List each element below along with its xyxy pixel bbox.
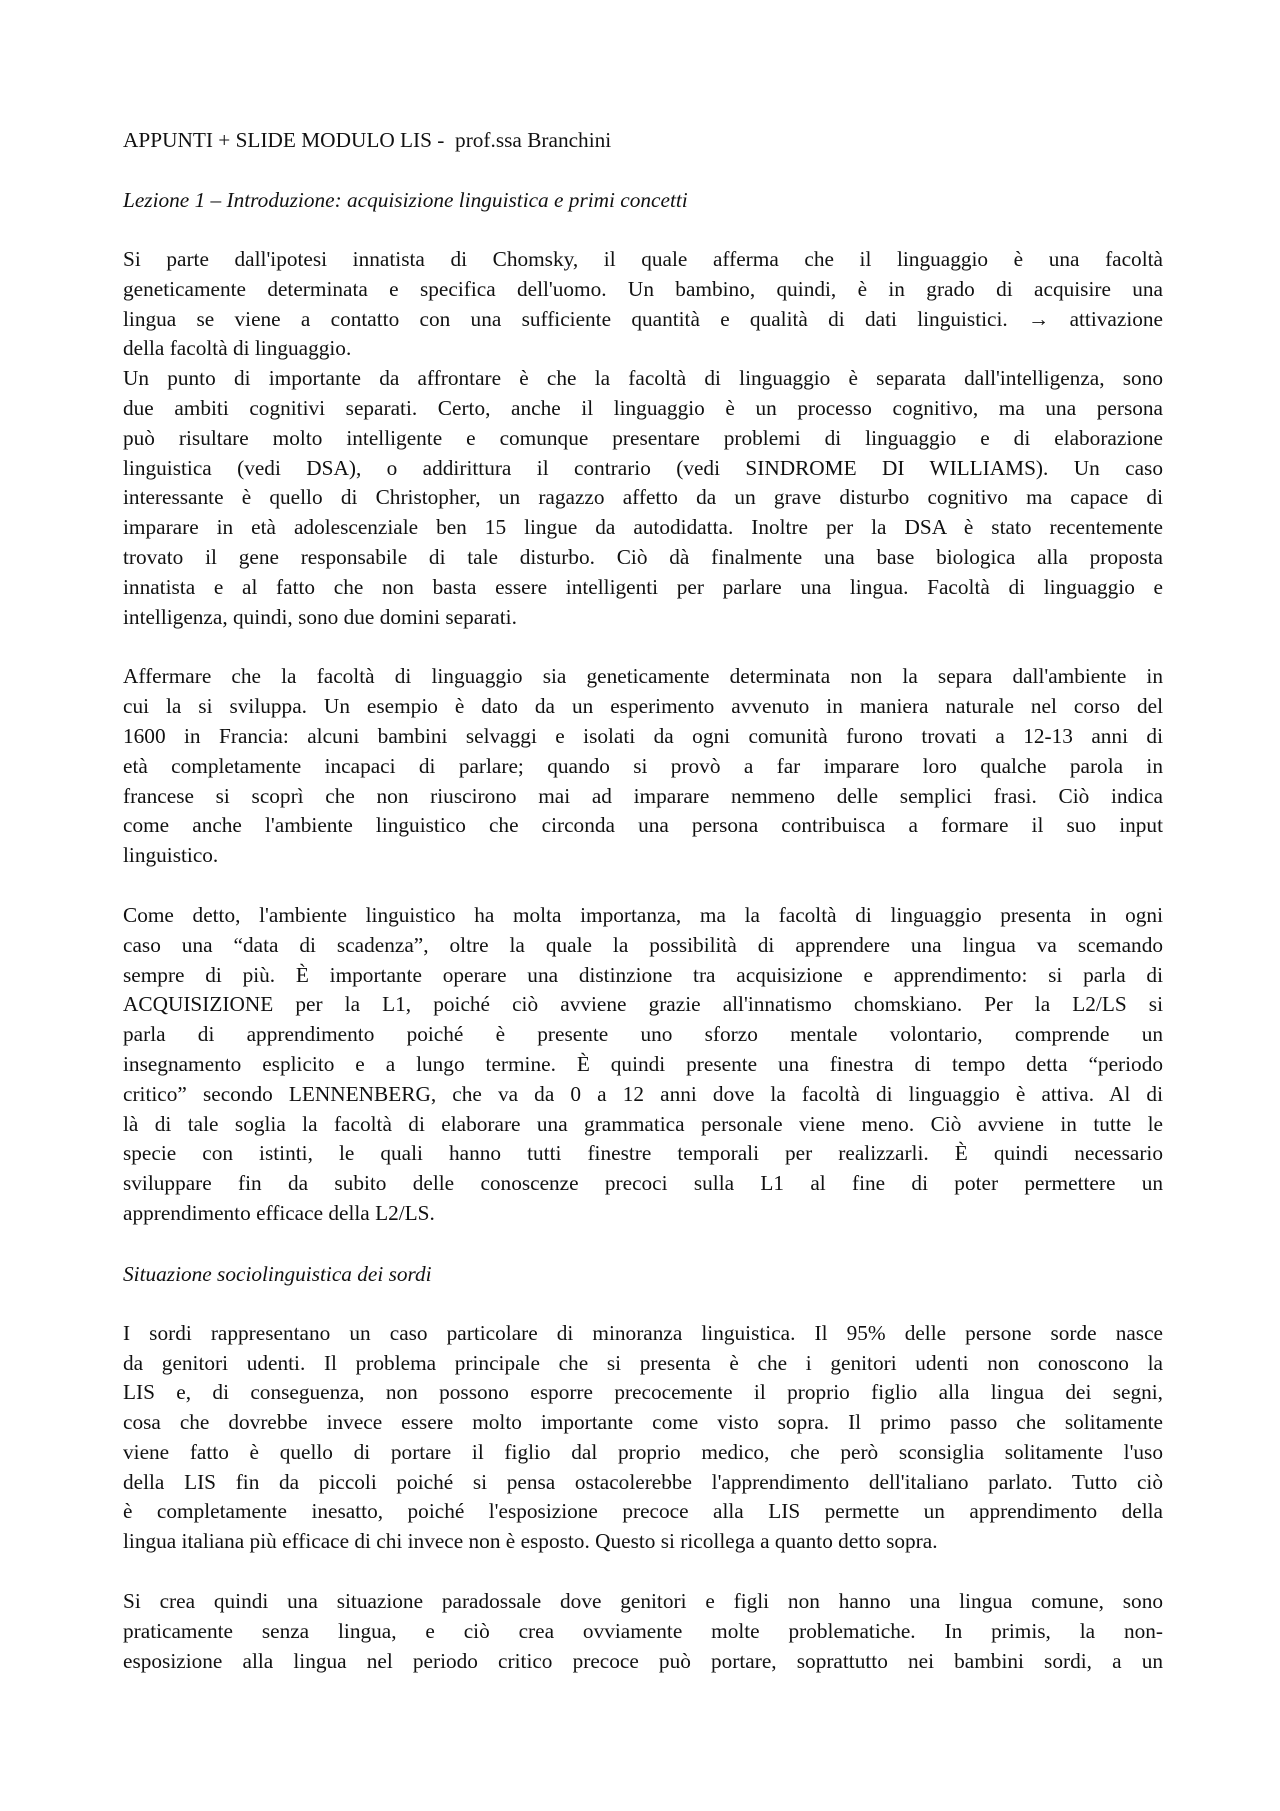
- document-page: [123, 125, 1163, 1676]
- text-line: della LIS fin da piccoli poiché si pensa ostacolerebbe l'apprendimento dell'italiano parlato. Tutto ciò: [123, 1469, 1163, 1494]
- section-title: Situazione sociolinguistica dei sordi: [123, 1261, 432, 1286]
- paragraph-deaf-minority: [123, 1319, 1163, 1557]
- text-line: cosa che dovrebbe invece essere molto importante come visto sopra. Il primo passo che solitamente: [123, 1410, 1163, 1435]
- paragraph-paradox: [123, 1587, 1163, 1676]
- text-line: LIS e, di conseguenza, non possono esporre precocemente il proprio figlio alla lingua dei segni,: [123, 1380, 1163, 1405]
- document-title: APPUNTI + SLIDE MODULO LIS - prof.ssa Branchini: [123, 128, 612, 152]
- text-line: trovato il gene responsabile di tale disturbo. Ciò dà finalmente una base biologica alla proposta: [123, 544, 1163, 569]
- text-line: caso una “data di scadenza”, oltre la quale la possibilità di apprendere una lingua va scemando: [123, 932, 1163, 957]
- text-line: Si crea quindi una situazione paradossale dove genitori e figli non hanno una lingua comune, sono: [123, 1589, 1163, 1614]
- text-line: può risultare molto intelligente e comunque presentare problemi di linguaggio e di elaborazione: [123, 425, 1163, 450]
- text-line: della facoltà di linguaggio.: [123, 336, 352, 361]
- lesson-title: Lezione 1 – Introduzione: acquisizione linguistica e primi concetti: [123, 188, 688, 212]
- text-line: là di tale soglia la facoltà di elaborare una grammatica personale viene meno. Ciò avviene in tutte le: [123, 1111, 1163, 1136]
- text-line: imparare in età adolescenziale ben 15 lingue da autodidatta. Inoltre per la DSA è stato recentemente: [123, 515, 1163, 540]
- text-line: Come detto, l'ambiente linguistico ha molta importanza, ma la facoltà di linguaggio presenta in ogni: [123, 902, 1163, 927]
- text-line: parla di apprendimento poiché è presente uno sforzo mentale volontario, comprende un: [123, 1022, 1163, 1047]
- text-line: intelligenza, quindi, sono due domini separati.: [123, 604, 517, 629]
- text-line: insegnamento esplicito e a lungo termine. È quindi presente una finestra di tempo detta “periodo: [123, 1051, 1163, 1076]
- text-line: Si parte dall'ipotesi innatista di Chomsky, il quale afferma che il linguaggio è una facoltà: [123, 247, 1163, 271]
- text-line: esposizione alla lingua nel periodo critico precoce può portare, soprattutto nei bambini sordi, a un: [123, 1648, 1163, 1673]
- text-line: Affermare che la facoltà di linguaggio sia geneticamente determinata non la separa dall'ambiente in: [123, 664, 1163, 689]
- text-line: francese si scoprì che non riuscirono mai ad imparare nemmeno delle semplici frasi. Ciò indica: [123, 783, 1163, 808]
- text-line: età completamente incapaci di parlare; quando si provò a far imparare loro qualche parola in: [123, 753, 1163, 778]
- text-line: ACQUISIZIONE per la L1, poiché ciò avviene grazie all'innatismo chomskiano. Per la L2/LS si: [123, 992, 1163, 1017]
- text-line: 1600 in Francia: alcuni bambini selvaggi e isolati da ogni comunità furono trovati a 12-13 anni di: [123, 723, 1163, 748]
- text-line: sempre di più. È importante operare una distinzione tra acquisizione e apprendimento: si parla di: [123, 962, 1163, 987]
- text-line: sviluppare fin da subito delle conoscenze precoci sulla L1 al fine di poter permettere un: [123, 1171, 1163, 1196]
- text-line: è completamente inesatto, poiché l'esposizione precoce alla LIS permette un apprendimento della: [123, 1499, 1163, 1524]
- text-line: apprendimento efficace della L2/LS.: [123, 1200, 435, 1225]
- text-line: interessante è quello di Christopher, un ragazzo affetto da un grave disturbo cognitivo ma capace di: [123, 485, 1163, 510]
- text-line: come anche l'ambiente linguistico che circonda una persona contribuisca a formare il suo input: [123, 813, 1163, 838]
- paragraph-chomsky: [123, 245, 1163, 364]
- text-line: innatista e al fatto che non basta essere intelligenti per parlare una lingua. Facoltà di linguaggio e: [123, 574, 1163, 599]
- text-line: Un punto di importante da affrontare è che la facoltà di linguaggio è separata dall'intelligenza, sono: [123, 366, 1163, 391]
- text-line: lingua se viene a contatto con una sufficiente quantità e qualità di dati linguistici. → attivazione: [123, 306, 1163, 331]
- text-line: praticamente senza lingua, e ciò crea ovviamente molte problematiche. In primis, la non-: [123, 1618, 1163, 1643]
- paragraph-critical-period: [123, 901, 1163, 1229]
- text-line: due ambiti cognitivi separati. Certo, anche il linguaggio è un processo cognitivo, ma una persona: [123, 395, 1163, 420]
- text-line: lingua italiana più efficace di chi invece non è esposto. Questo si ricollega a quanto detto sopra.: [123, 1529, 938, 1554]
- text-line: linguistico.: [123, 843, 219, 868]
- text-line: specie con istinti, le quali hanno tutti finestre temporali per realizzarli. È quindi necessario: [123, 1141, 1163, 1166]
- text-line: viene fatto è quello di portare il figlio dal proprio medico, che però sconsiglia solitamente l'uso: [123, 1439, 1163, 1464]
- paragraph-intelligence: [123, 364, 1163, 632]
- text-line: I sordi rappresentano un caso particolare di minoranza linguistica. Il 95% delle persone sorde nasce: [123, 1320, 1163, 1345]
- text-line: linguistica (vedi DSA), o addirittura il contrario (vedi SINDROME DI WILLIAMS). Un caso: [123, 455, 1163, 480]
- text-line: critico” secondo LENNENBERG, che va da 0 a 12 anni dove la facoltà di linguaggio è attiva. Al di: [123, 1081, 1163, 1106]
- text-line: geneticamente determinata e specifica dell'uomo. Un bambino, quindi, è in grado di acquisire una: [123, 276, 1163, 301]
- paragraph-environment: [123, 662, 1163, 871]
- text-line: da genitori udenti. Il problema principale che si presenta è che i genitori udenti non conoscono la: [123, 1350, 1163, 1375]
- text-line: cui la si sviluppa. Un esempio è dato da un esperimento avvenuto in maniera naturale nel corso del: [123, 694, 1163, 719]
